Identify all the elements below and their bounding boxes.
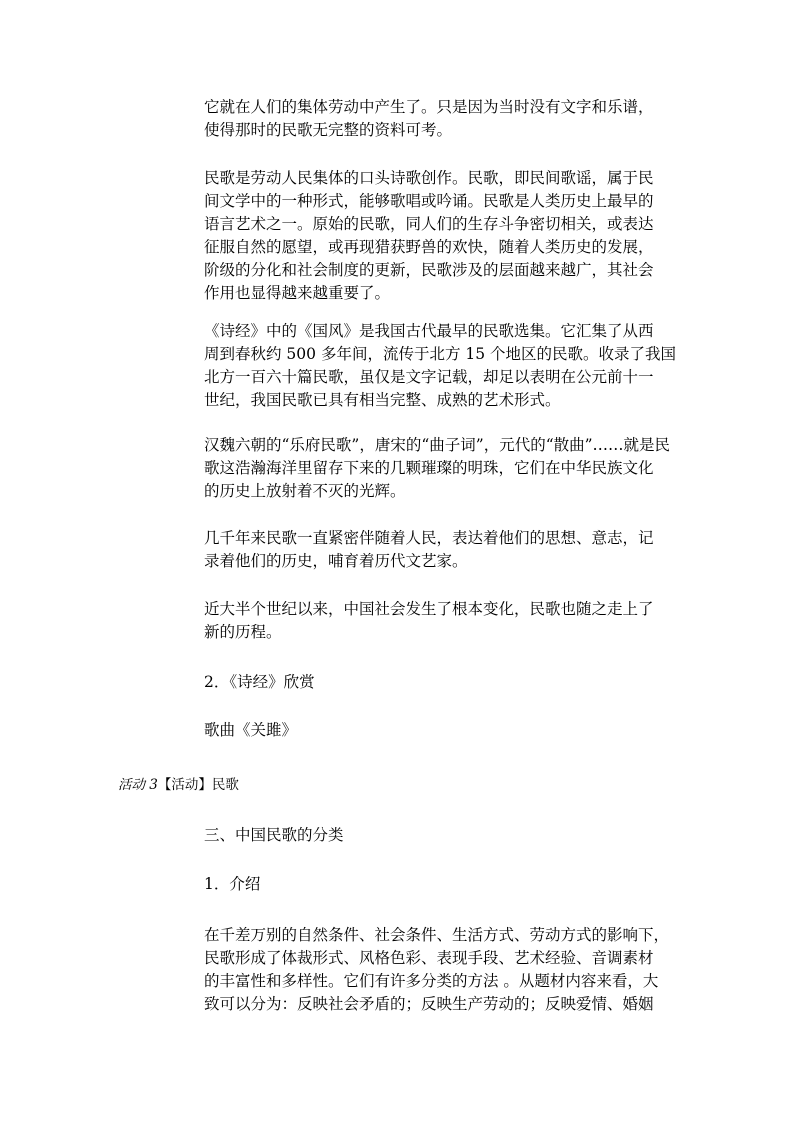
text-line: 语言艺术之一。原始的民歌，同人们的生存斗争密切相关，或表达 <box>204 215 654 233</box>
text-line: 在千差万别的自然条件、社会条件、生活方式、劳动方式的影响下， <box>204 926 670 944</box>
paragraph-modern <box>204 598 676 644</box>
text-line: 的丰富性和多样性。它们有许多分类的方法 。从题材内容来看，大 <box>204 972 659 990</box>
text-line: 民歌是劳动人民集体的口头诗歌创作。民歌，即民间歌谣，属于民 <box>204 169 654 187</box>
text-line: 汉魏六朝的“乐府民歌”，唐宋的“曲子词”，元代的“散曲”……就是民 <box>204 436 671 454</box>
text-line: 新的历程。 <box>204 623 282 641</box>
heading-intro: 1．介绍 <box>204 875 261 893</box>
text-line: 《诗经》中的《国风》是我国古代最早的民歌选集。它汇集了从西 <box>204 322 654 340</box>
paragraph-yuefu <box>204 434 676 503</box>
text-line: 致可以分为：反映社会矛盾的；反映生产劳动的；反映爱情、婚姻 <box>204 995 654 1013</box>
text-line: 使得那时的民歌无完整的资料可考。 <box>204 121 453 139</box>
song-title: 歌曲《关雎》 <box>204 721 298 739</box>
text-line: 周到春秋约 500 多年间，流传于北方 15 个地区的民歌。收录了我国 <box>204 345 677 363</box>
text-line: 近大半个世纪以来，中国社会发生了根本变化，民歌也随之走上了 <box>204 600 654 618</box>
text-line: 录着他们的历史，哺育着历代文艺家。 <box>204 552 468 570</box>
text-line: 世纪，我国民歌已具有相当完整、成熟的艺术形式。 <box>204 391 561 409</box>
activity-number: 活动 3 <box>118 777 158 793</box>
text-line: 间文学中的一种形式，能够歌唱或吟诵。民歌是人类历史上最早的 <box>204 192 654 210</box>
text-line: 的历史上放射着不灭的光辉。 <box>204 482 406 500</box>
text-line: 作用也显得越来越重要了。 <box>204 284 391 302</box>
heading-shijing-appreciation: 2．《诗经》欣赏 <box>204 673 315 691</box>
heading-section-3: 三、中国民歌的分类 <box>204 826 344 844</box>
activity-tag: 【活动】民歌 <box>157 777 239 793</box>
paragraph-shijing <box>204 320 676 412</box>
text-line: 歌这浩瀚海洋里留存下来的几颗璀璨的明珠，它们在中华民族文化 <box>204 459 654 477</box>
text-line: 民歌形成了体裁形式、风格色彩、表现手段、艺术经验、音调素材 <box>204 949 654 967</box>
text-line: 阶级的分化和社会制度的更新，民歌涉及的层面越来越广，其社会 <box>204 261 654 279</box>
text-line: 几千年来民歌一直紧密伴随着人民，表达着他们的思想、意志，记 <box>204 529 654 547</box>
paragraph-millennia <box>204 527 676 573</box>
text-line: 征服自然的愿望，或再现猎获野兽的欢快，随着人类历史的发展， <box>204 238 654 256</box>
text-line: 北方一百六十篇民歌，虽仅是文字记载，却足以表明在公元前十一 <box>204 368 654 386</box>
activity-marker <box>118 775 239 795</box>
paragraph-origin <box>204 96 676 142</box>
paragraph-classification <box>204 924 676 1016</box>
text-line: 它就在人们的集体劳动中产生了。只是因为当时没有文字和乐谱， <box>204 98 654 116</box>
paragraph-definition <box>204 167 676 305</box>
